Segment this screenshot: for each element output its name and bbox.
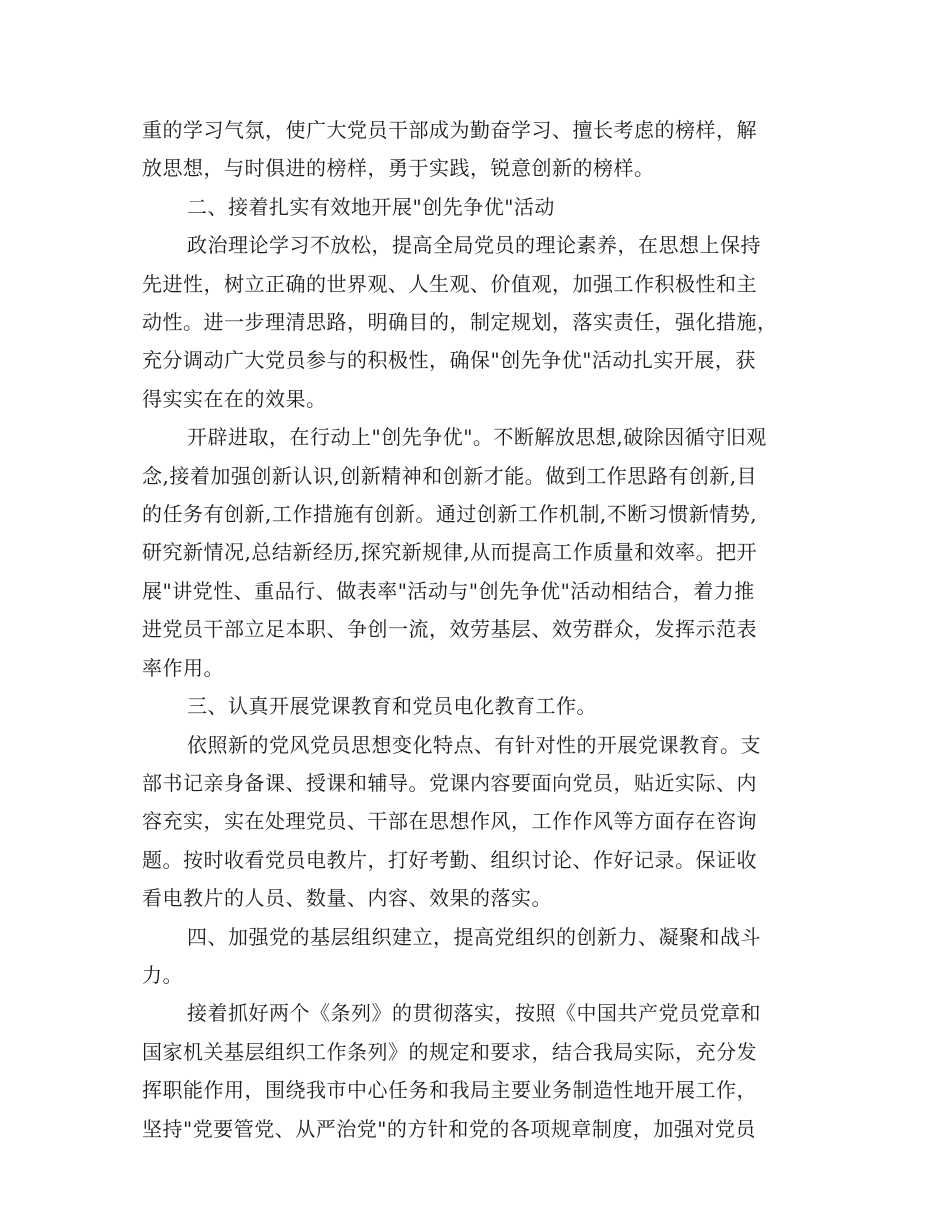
- text-line: 动性。进一步理清思路，明确目的，制定规划，落实责任，强化措施，: [142, 310, 778, 335]
- text-line: 开辟进取，在行动上"创先争优"。不断解放思想,破除因循守旧观: [187, 425, 767, 450]
- paragraph-8: [142, 994, 832, 1148]
- text-line: 二、接着扎实有效地开展"创先争优"活动: [187, 194, 555, 219]
- text-line: 充分调动广大党员参与的积极性，确保"创先争优"活动扎实开展，获: [142, 348, 756, 373]
- text-line: 挥职能作用，围绕我市中心任务和我局主要业务制造性地开展工作，: [142, 1078, 757, 1103]
- text-line: 进党员干部立足本职、争创一流，效劳基层、效劳群众，发挥示范表: [142, 617, 757, 642]
- text-line: 的任务有创新,工作措施有创新。通过创新工作机制,不断习惯新情势,: [142, 502, 758, 527]
- text-line: 放思想，与时俱进的榜样，勇于实践，锐意创新的榜样。: [142, 156, 655, 181]
- section-heading-3: [142, 687, 832, 725]
- text-line: 题。按时收看党员电教片，打好考勤、组织讨论、作好记录。保证收: [142, 847, 757, 872]
- text-line: 坚持"党要管党、从严治党"的方针和党的各项规章制度，加强对党员: [142, 1116, 756, 1141]
- section-heading-4: [142, 918, 832, 995]
- document-body: [142, 111, 832, 1148]
- text-line: 接着抓好两个《条列》的贯彻落实，按照《中国共产党员党章和: [187, 1001, 761, 1026]
- text-line: 国家机关基层组织工作条列》的规定和要求，结合我局实际，充分发: [142, 1039, 757, 1064]
- text-line: 依照新的党风党员思想变化特点、有针对性的开展党课教育。支: [187, 732, 761, 757]
- paragraph-4: [142, 418, 832, 687]
- paragraph-3: [142, 226, 832, 418]
- text-line: 四、加强党的基层组织建立，提高党组织的创新力、凝聚和战斗: [187, 924, 761, 949]
- text-line: 率作用。: [142, 655, 224, 680]
- section-heading-2: [142, 188, 832, 226]
- text-line: 展"讲党性、重品行、做表率"活动与"创先争优"活动相结合，着力推: [142, 578, 755, 603]
- text-line: 研究新情况,总结新经历,探究新规律,从而提高工作质量和效率。把开: [142, 540, 758, 565]
- text-line: 得实实在在的效果。: [142, 386, 327, 411]
- paragraph-1: [142, 111, 832, 188]
- text-line: 看电教片的人员、数量、内容、效果的落实。: [142, 886, 552, 911]
- text-line: 力。: [142, 962, 183, 987]
- paragraph-6: [142, 726, 832, 918]
- text-line: 念,接着加强创新认识,创新精神和创新才能。做到工作思路有创新,目: [142, 463, 758, 488]
- text-line: 部书记亲身备课、授课和辅导。党课内容要面向党员，贴近实际、内: [142, 770, 757, 795]
- text-line: 重的学习气氛，使广大党员干部成为勤奋学习、擅长考虑的榜样，解: [142, 118, 757, 142]
- text-line: 容充实，实在处理党员、干部在思想作风，工作作风等方面存在咨询: [142, 809, 757, 834]
- text-line: 三、认真开展党课教育和党员电化教育工作。: [187, 694, 597, 719]
- text-line: 政治理论学习不放松，提高全局党员的理论素养，在思想上保持: [187, 233, 761, 258]
- text-line: 先进性，树立正确的世界观、人生观、价值观，加强工作积极性和主: [142, 271, 757, 296]
